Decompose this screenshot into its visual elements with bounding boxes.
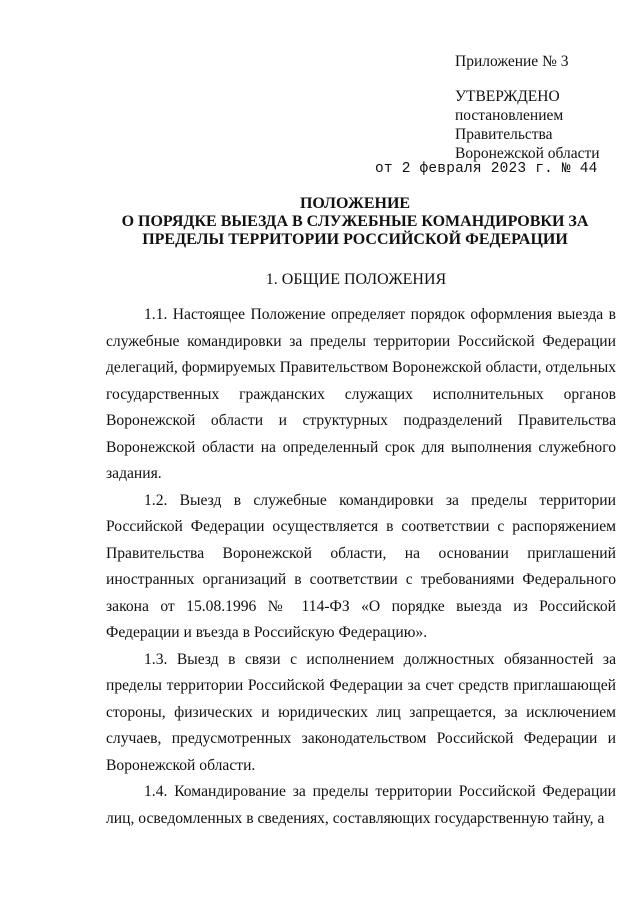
section-heading: 1. ОБЩИЕ ПОЛОЖЕНИЯ: [265, 271, 447, 288]
approval-block: [455, 52, 600, 163]
title-line: О ПОРЯДКЕ ВЫЕЗДА В СЛУЖЕБНЫЕ КОМАНДИРОВКИ ЗА: [121, 213, 589, 230]
annex-label: Приложение № 3: [455, 53, 569, 70]
section-body: [106, 302, 616, 832]
paragraph-1-1: 1.1. Настоящее Положение определяет порядок оформления выезда в служебные командировки за пределы территории Российской Федерации делегаций, формируемых Правительством Воронежской области, отдельных государственных гражданских служащих исполнительных органов Воронежской области и структурных подразделений Правительства Воронежской области на определенный срок для выполнения служебного задания.: [106, 306, 616, 482]
approved-by-line: Воронежской области: [455, 145, 600, 162]
decree-date-number: от 2 февраля 2023 г. № 44: [375, 161, 598, 177]
approved-label: УТВЕРЖДЕНО: [455, 88, 560, 105]
paragraph-1-3: 1.3. Выезд в связи с исполнением должностных обязанностей за пределы территории Российской Федерации за счет средств приглашающей стороны, физических и юридических лиц запрещается, за исключением случаев, предусмотренных законодательством Российской Федерации и Воронежской области.: [106, 650, 616, 774]
title-line: ПОЛОЖЕНИЕ: [299, 195, 411, 212]
paragraph-1-4: 1.4. Командирование за пределы территории Российской Федерации лиц, осведомленных в сведениях, составляющих государственную тайну, а: [106, 783, 616, 827]
title-line: ПРЕДЕЛЫ ТЕРРИТОРИИ РОССИЙСКОЙ ФЕДЕРАЦИИ: [142, 231, 568, 248]
paragraph-1-2: 1.2. Выезд в служебные командировки за пределы территории Российской Федерации осуществляется в соответствии с распоряжением Правительства Воронежской области, на основании приглашений иностранных организаций в соответствии с требованиями Федерального закона от 15.08.1996 № 114-ФЗ «О порядке выезда из Российской Федерации и въезда в Российскую Федерацию».: [106, 491, 616, 641]
document-title: [100, 195, 610, 249]
approved-by-line: постановлением: [455, 107, 564, 124]
approved-by-line: Правительства: [455, 126, 553, 143]
